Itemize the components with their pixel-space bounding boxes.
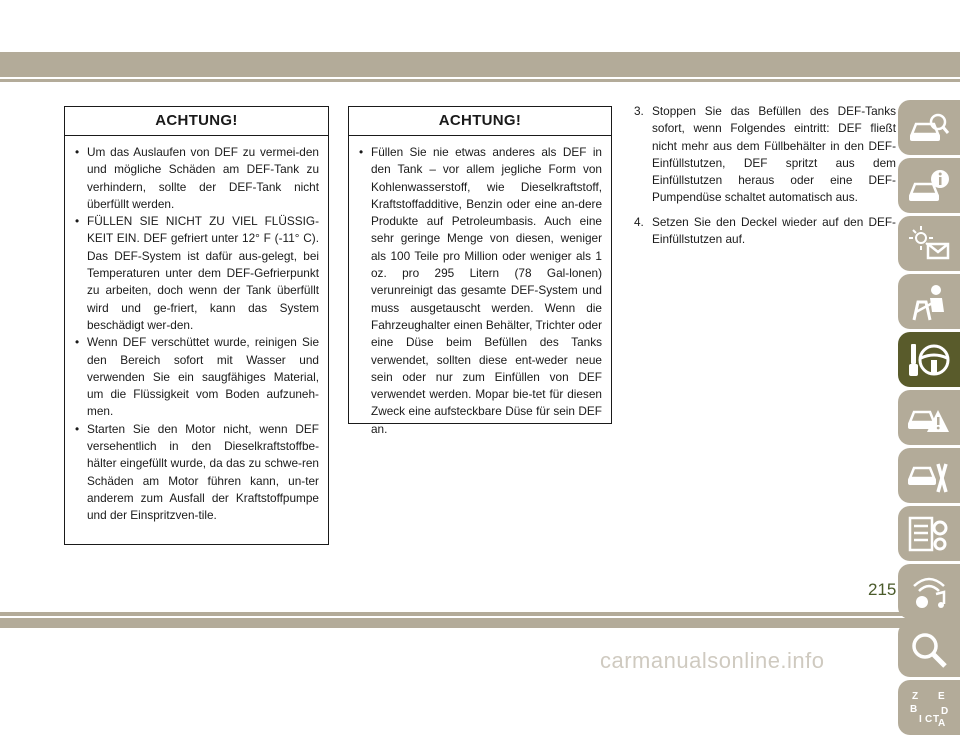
tab-index-search[interactable] [898, 622, 960, 677]
checklist-gears-icon [908, 514, 950, 554]
tab-car-search[interactable] [898, 100, 960, 155]
airbag-seat-icon [908, 282, 950, 322]
tab-warning-lights[interactable] [898, 216, 960, 271]
magnifier-icon [908, 630, 950, 670]
warning-heading: ACHTUNG! [65, 107, 328, 136]
header-band-line [0, 79, 960, 82]
tab-multimedia[interactable] [898, 564, 960, 619]
footer-band-line [0, 612, 960, 616]
tab-car-info[interactable] [898, 158, 960, 213]
index-letter: Z [912, 690, 919, 702]
tab-safety[interactable] [898, 274, 960, 329]
tab-specifications[interactable] [898, 506, 960, 561]
warning-box-1 [64, 106, 329, 545]
warning-bullet: • Starten Sie den Motor nicht, wenn DEF versehentlich in den Dieselkraftstoffbe-hälter eingefüllt wurde, da das zu schwe-ren Schäden am Motor führen kann, un-ter anderem zum Ausfall der Kraftstoffpumpe und der Einspritzven-tile. [75, 421, 319, 525]
warning-bullet: • Wenn DEF verschüttet wurde, reinigen Sie den Bereich sofort mit Wasser und verwenden Sie ein saugfähiges Material, um die Flüssigkeit vom Boden aufzuneh-men. [75, 334, 319, 420]
index-letter: A [938, 717, 946, 728]
warning-list [65, 136, 328, 533]
warning-light-message-icon [908, 224, 950, 264]
index-letter: B [910, 703, 918, 715]
step-item [634, 103, 896, 207]
key-steering-wheel-icon [908, 340, 950, 380]
footer-band [0, 618, 960, 628]
index-letter: I [919, 713, 922, 725]
index-letter: E [938, 690, 945, 702]
step-item [634, 214, 896, 249]
warning-heading: ACHTUNG! [349, 107, 611, 136]
step-text: Stoppen Sie das Befüllen des DEF-Tanks sofort, wenn Folgendes eintritt: DEF fließt nicht mehr aus dem Füllbehälter in den DEF-Einfüllstutzen, DEF spritzt aus dem Einfüllstutzen heraus oder eine DEF-Pumpendüse schaltet automatisch aus. [652, 104, 896, 205]
instruction-steps [634, 103, 896, 255]
car-search-icon [908, 108, 950, 148]
multimedia-icon [908, 572, 950, 612]
car-tools-icon [908, 456, 950, 496]
warning-bullet: • Füllen Sie nie etwas anderes als DEF in den Tank – vor allem jegliche Form von Kohlenwasserstoff, wie Dieselkraftstoff, Kraftstoffadditive, Benzin oder eine an-dere Produkte auf Petroleumbasis. Auch eine sehr geringe Menge von diesen, weniger als 100 Teile pro Million oder weniger als 1 oz. pro 295 Litern (78 Gal-lonen) verunreinigt das gesamte DEF-System und muss ausgetauscht werden. Wenn die Fahrzeughalter einen Behälter, Trichter oder eine Düse beim Befüllen des Tanks verwendet, sollten diese ent-weder neue sein oder nur zum Einfüllen von DEF verwendet werden. Mopar bie-tet für diesen Zweck eine aufsteckbare Düse für sein DEF an. [359, 144, 602, 438]
tab-maintenance[interactable] [898, 448, 960, 503]
chapter-tabs [898, 100, 960, 738]
car-warning-triangle-icon [908, 398, 950, 438]
header-band [0, 52, 960, 77]
step-number: 4. [634, 214, 644, 229]
index-letters-icon [908, 688, 950, 728]
tab-starting-driving[interactable] [898, 332, 960, 387]
step-text: Setzen Sie den Deckel wieder auf den DEF-Einfüllstutzen auf. [652, 214, 896, 247]
index-letter: T [933, 713, 940, 725]
warning-box-2 [348, 106, 612, 436]
step-number: 3. [634, 104, 644, 118]
tab-emergency[interactable] [898, 390, 960, 445]
watermark: carmanualsonline.info [600, 648, 825, 673]
index-letter: D [941, 705, 949, 717]
index-letter: C [925, 713, 933, 725]
page-number: 215 [868, 580, 897, 599]
warning-list [349, 136, 611, 446]
tab-index[interactable] [898, 680, 960, 735]
car-info-icon [908, 166, 950, 206]
warning-bullet: • Um das Auslaufen von DEF zu vermei-den und mögliche Schäden am DEF-Tank zu verhindern, sollte der DEF-Tank nicht überfüllt werden. [75, 144, 319, 213]
warning-bullet: • FÜLLEN SIE NICHT ZU VIEL FLÜSSIG-KEIT EIN. DEF gefriert unter 12° F (-11° C). Das DEF-System ist dafür aus-gelegt, bei Temperaturen unter dem DEF-Gefrierpunkt zu arbeiten, doch wenn der Tank überfüllt wird und ge-friert, kann das System beschädigt wer-den. [75, 213, 319, 334]
